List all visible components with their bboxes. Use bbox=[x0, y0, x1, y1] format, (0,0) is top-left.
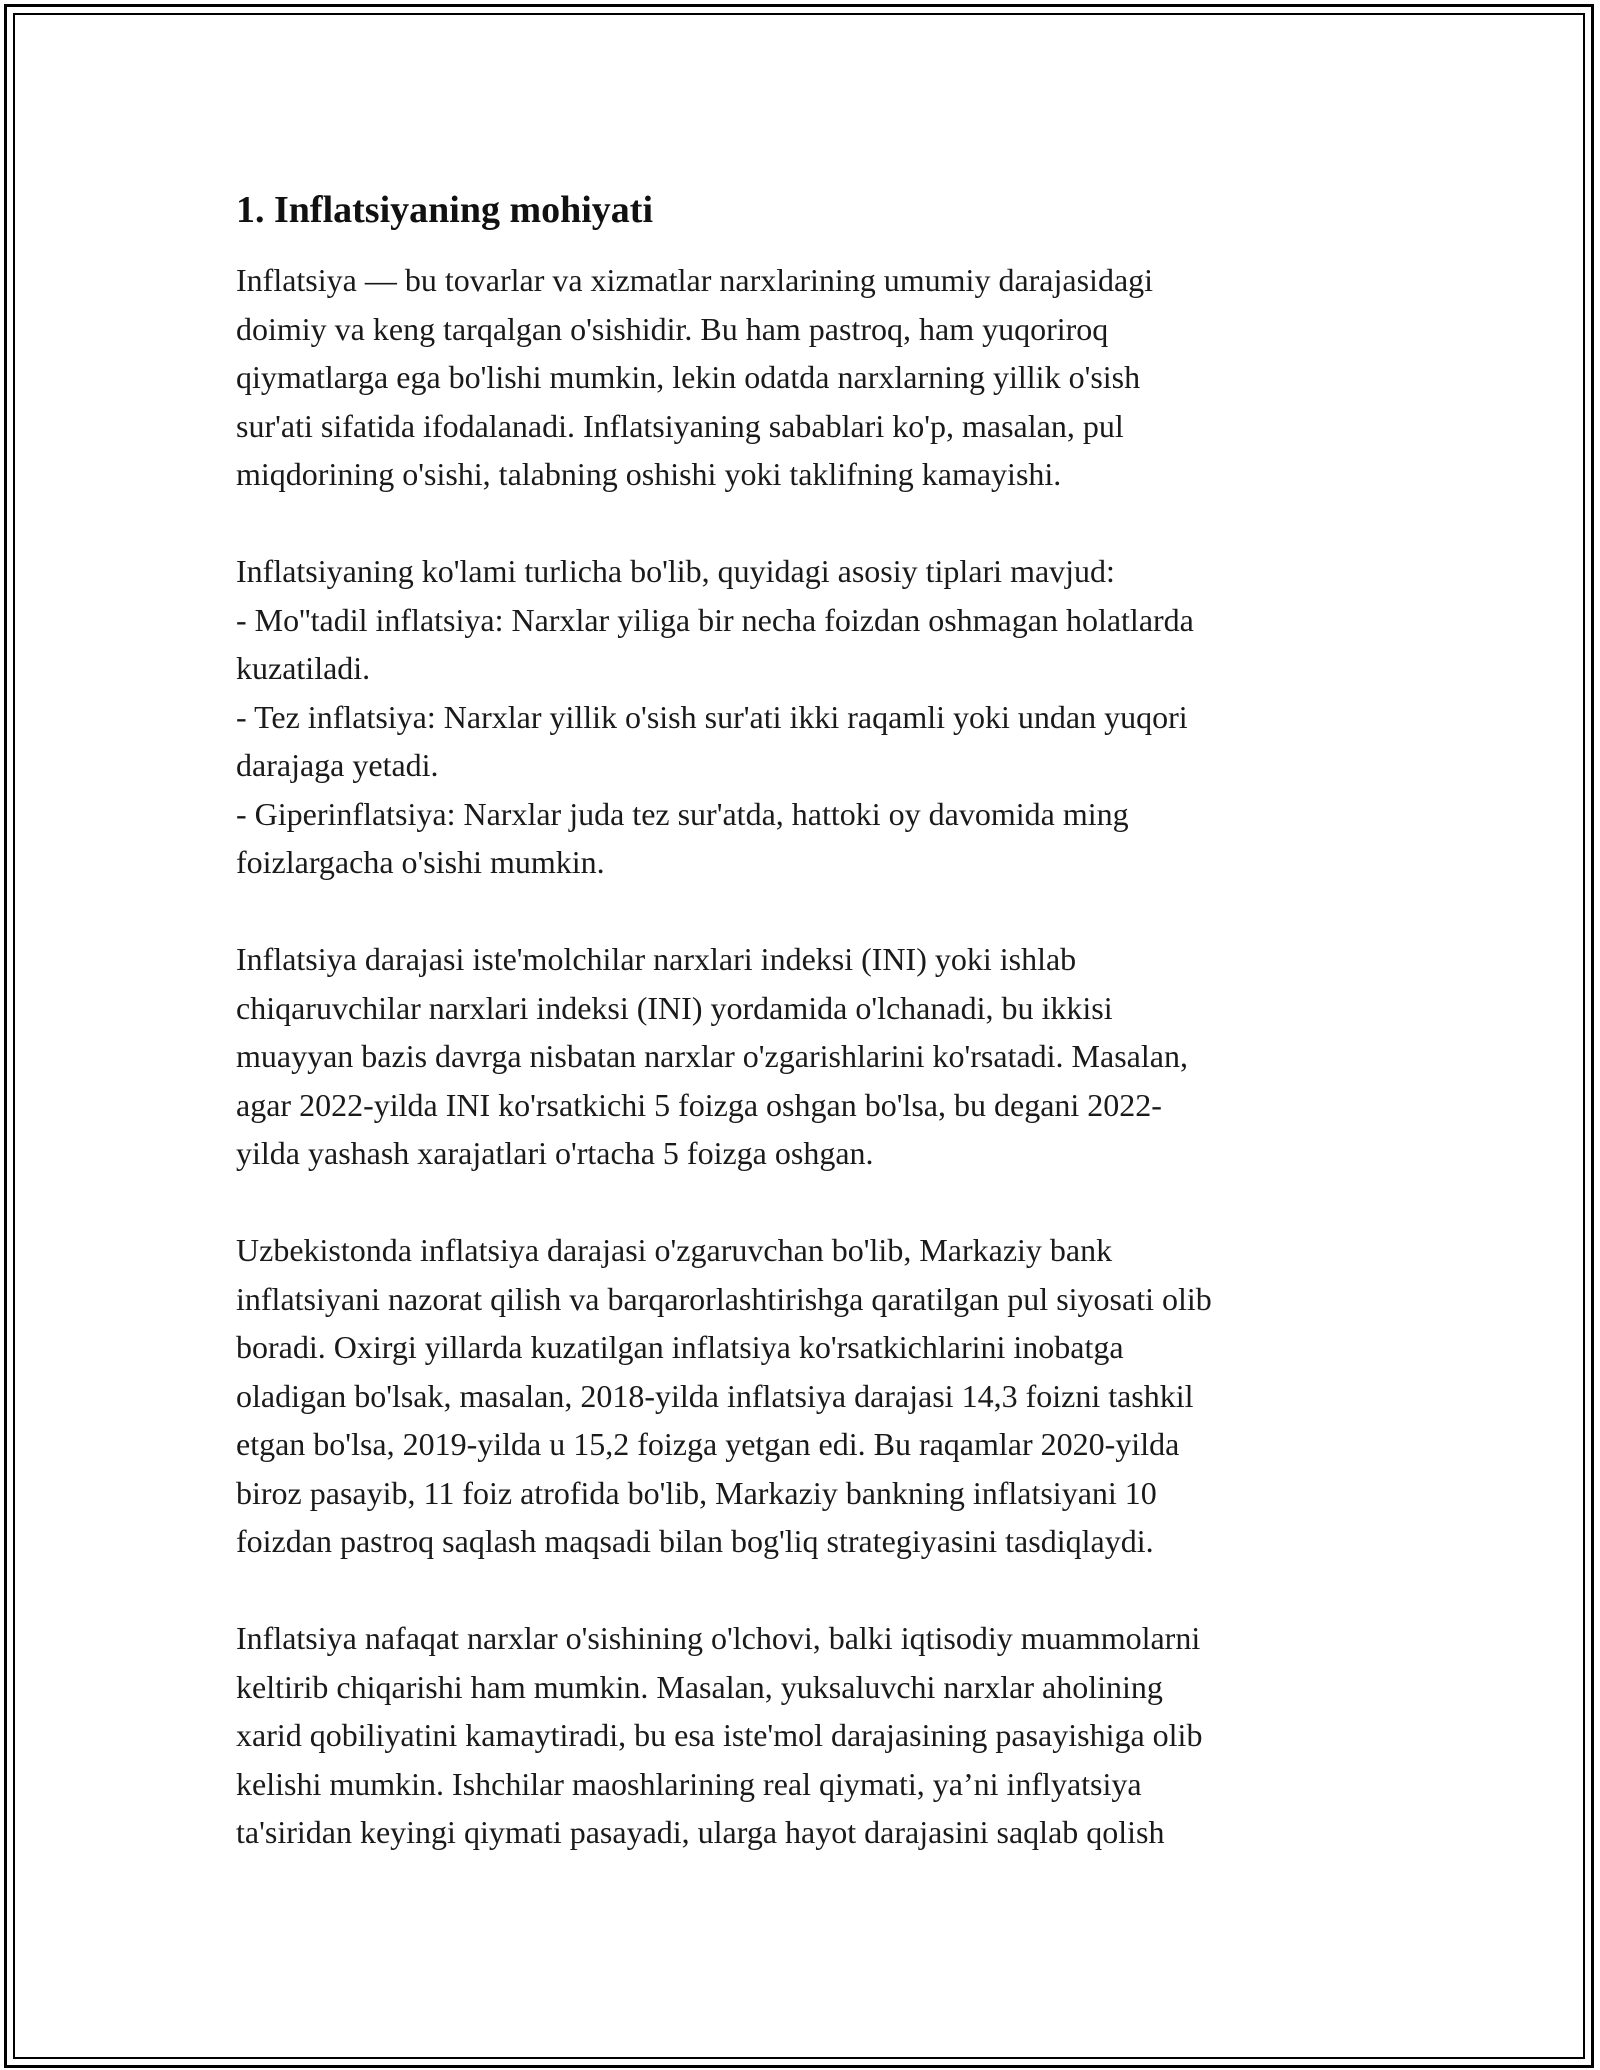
paragraph-definition bbox=[236, 256, 1366, 499]
text-line: sur'ati sifatida ifodalanadi. Inflatsiyaning sabablari ko'p, masalan, pul bbox=[236, 407, 1124, 444]
text-line: muayyan bazis davrga nisbatan narxlar o'zgarishlarini ko'rsatadi. Masalan, bbox=[236, 1038, 1188, 1074]
document-body bbox=[236, 186, 1366, 1905]
text-line: biroz pasayib, 11 foiz atrofida bo'lib, Markaziy bankning inflatsiyani 10 bbox=[236, 1474, 1157, 1511]
text-line: Inflatsiya nafaqat narxlar o'sishining o'lchovi, balki iqtisodiy muammolarni bbox=[236, 1620, 1201, 1656]
text-line: oladigan bo'lsak, masalan, 2018-yilda inflatsiya darajasi 14,3 foizni tashkil bbox=[236, 1377, 1194, 1414]
paragraph-types bbox=[236, 547, 1366, 887]
text-line: xarid qobiliyatini kamaytiradi, bu esa iste'mol darajasining pasayishiga olib bbox=[236, 1717, 1203, 1753]
text-line: ta'siridan keyingi qiymati pasayadi, ularga hayot darajasini saqlab qolish bbox=[236, 1814, 1165, 1850]
text-line: darajaga yetadi. bbox=[236, 747, 439, 783]
text-line: Inflatsiya — bu tovarlar va xizmatlar narxlarining umumiy darajasidagi bbox=[236, 262, 1154, 298]
text-line: - Tez inflatsiya: Narxlar yillik o'sish sur'ati ikki raqamli yoki undan yuqori bbox=[236, 698, 1188, 735]
text-line: miqdorining o'sishi, talabning oshishi yoki taklifning kamayishi. bbox=[236, 456, 1062, 492]
text-line: chiqaruvchilar narxlari indeksi (INI) yordamida o'lchanadi, bu ikkisi bbox=[236, 989, 1113, 1026]
text-line: - Giperinflatsiya: Narxlar juda tez sur'atda, hattoki oy davomida ming bbox=[236, 795, 1129, 832]
text-line: Inflatsiyaning ko'lami turlicha bo'lib, quyidagi asosiy tiplari mavjud: bbox=[236, 553, 1115, 589]
paragraph-uzbekistan bbox=[236, 1226, 1366, 1566]
text-line: Uzbekistonda inflatsiya darajasi o'zgaruvchan bo'lib, Markaziy bank bbox=[236, 1232, 1113, 1268]
text-line: - Mo''tadil inflatsiya: Narxlar yiliga bir necha foizdan oshmagan holatlarda bbox=[236, 601, 1194, 638]
text-line: boradi. Oxirgi yillarda kuzatilgan inflatsiya ko'rsatkichlarini inobatga bbox=[236, 1329, 1124, 1365]
text-line: qiymatlarga ega bo'lishi mumkin, lekin odatda narxlarning yillik o'sish bbox=[236, 359, 1141, 395]
text-line: kuzatiladi. bbox=[236, 650, 371, 686]
text-line: kelishi mumkin. Ishchilar maoshlarining real qiymati, ya’ni inflyatsiya bbox=[236, 1765, 1142, 1802]
text-line: inflatsiyani nazorat qilish va barqarorlashtirishga qaratilgan pul siyosati olib bbox=[236, 1280, 1212, 1317]
text-line: foizdan pastroq saqlash maqsadi bilan bog'liq strategiyasini tasdiqlaydi. bbox=[236, 1523, 1154, 1559]
text-line: agar 2022-yilda INI ko'rsatkichi 5 foizga oshgan bo'lsa, bu degani 2022- bbox=[236, 1086, 1162, 1123]
section-heading: 1. Inflatsiyaning mohiyati bbox=[236, 189, 654, 231]
text-line: yilda yashash xarajatlari o'rtacha 5 foizga oshgan. bbox=[236, 1135, 874, 1171]
text-line: etgan bo'lsa, 2019-yilda u 15,2 foizga yetgan edi. Bu raqamlar 2020-yilda bbox=[236, 1426, 1180, 1462]
paragraph-measurement bbox=[236, 935, 1366, 1178]
text-line: Inflatsiya darajasi iste'molchilar narxlari indeksi (INI) yoki ishlab bbox=[236, 941, 1077, 977]
paragraph-consequences bbox=[236, 1614, 1366, 1857]
text-line: foizlargacha o'sishi mumkin. bbox=[236, 844, 605, 880]
text-line: keltirib chiqarishi ham mumkin. Masalan, yuksaluvchi narxlar aholining bbox=[236, 1668, 1163, 1705]
text-line: doimiy va keng tarqalgan o'sishidir. Bu ham pastroq, ham yuqoriroq bbox=[236, 310, 1109, 347]
